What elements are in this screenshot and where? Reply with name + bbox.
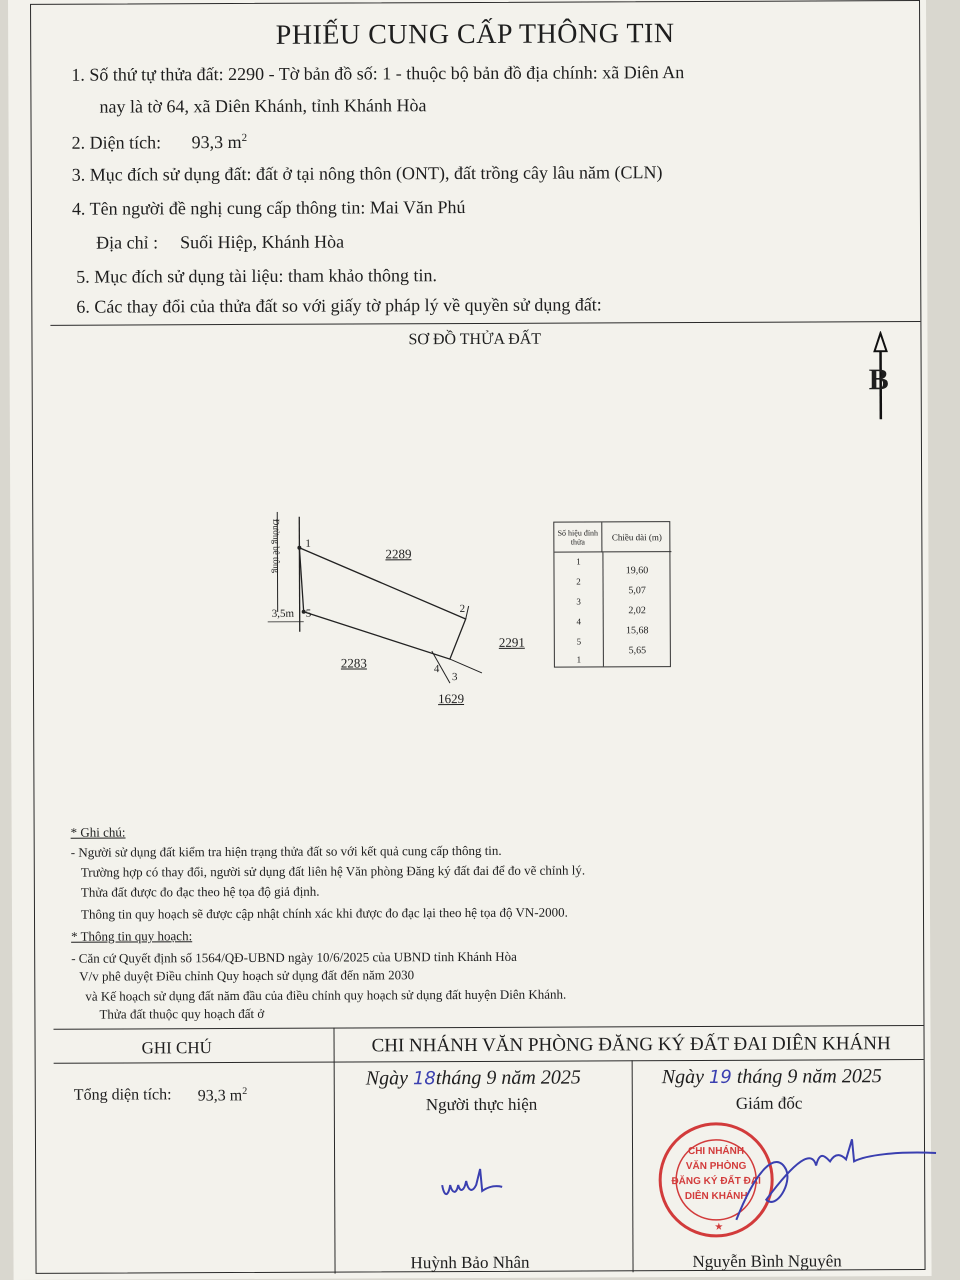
role-left: Người thực hiện	[425, 1094, 538, 1115]
road-label: Đường bê tông	[271, 518, 282, 573]
notes-header: * Ghi chú:	[70, 824, 126, 840]
footer-divider	[632, 1060, 634, 1272]
footer-top-border	[53, 1025, 923, 1030]
table-length: 19,60	[625, 565, 649, 577]
parcel-label-2289: 2289	[385, 546, 412, 562]
planning-line: - Căn cứ Quyết định số 1564/QĐ-UBND ngày 10/6/2025 của UBND tỉnh Khánh Hòa	[71, 948, 517, 966]
north-letter: B	[868, 363, 889, 397]
parcel-sketch	[263, 511, 494, 692]
area-label: 2. Diện tích:	[71, 132, 162, 153]
table-point: 4	[576, 616, 581, 627]
land-use-purpose-line: 3. Mục đích sử dụng đất: đất ở tại nông thôn (ONT), đất trồng cây lâu năm (CLN)	[71, 162, 663, 185]
name-left: Huỳnh Bảo Nhân	[410, 1252, 530, 1273]
svg-text:★: ★	[714, 1221, 724, 1233]
planning-header: * Thông tin quy hoạch:	[71, 928, 193, 944]
table-point: 5	[576, 636, 582, 647]
parcel-sketch-svg	[263, 511, 494, 692]
document-purpose-line: 5. Mục đích sử dụng tài liệu: tham khảo thông tin.	[76, 265, 437, 287]
document-page	[8, 0, 932, 1280]
date-right: Ngày 19 tháng 9 năm 2025	[661, 1065, 882, 1089]
table-length: 15,68	[625, 625, 649, 637]
address-label: Địa chỉ :	[96, 232, 159, 253]
requester-line: 4. Tên người đề nghị cung cấp thông tin: Mai Văn Phú	[71, 197, 466, 219]
section-divider	[50, 321, 920, 326]
date-right-day: 19	[708, 1066, 732, 1088]
parcel-label-1629: 1629	[438, 691, 465, 707]
footer-header-border	[54, 1059, 924, 1064]
date-left: Ngày 18tháng 9 năm 2025	[365, 1066, 581, 1090]
total-area-value: 93,3 $m^2$	[197, 1085, 248, 1105]
note-line: Thông tin quy hoạch sẽ được cập nhật chính xác khi được đo đạc lại theo hệ tọa độ VN-2000.	[80, 904, 568, 922]
edge-length-table	[553, 521, 671, 668]
footer-divider	[333, 1028, 335, 1274]
stamp-text: CHI NHÁNH VĂN PHÒNG ĐĂNG KÝ ĐẤT ĐAI DIÊN KHÁNH	[671, 1145, 761, 1203]
table-point: 3	[576, 596, 581, 607]
name-right: Nguyễn Bình Nguyên	[692, 1251, 842, 1272]
vertex-label-4: 4	[433, 663, 440, 676]
parcel-number-line: 1. Số thứ tự thửa đất: 2290 - Tờ bản đồ số: 1 - thuộc bộ bản đồ địa chính: xã Diên An	[71, 62, 685, 85]
table-header-point: Số hiệu đỉnh thửa	[554, 522, 602, 552]
parcel-location-line: nay là tờ 64, xã Diên Khánh, tỉnh Khánh Hòa	[99, 95, 427, 117]
table-length: 5,07	[628, 585, 646, 597]
table-point: 1	[576, 556, 581, 567]
table-length: 5,65	[628, 645, 647, 657]
role-right: Giám đốc	[735, 1093, 803, 1113]
vertex-label-1: 1	[305, 537, 311, 550]
vertex-label-3: 3	[451, 671, 458, 684]
planning-line: V/v phê duyệt Điều chỉnh Quy hoạch sử dụng đất đến năm 2030	[79, 967, 415, 984]
signature-right	[726, 1129, 947, 1250]
document-frame	[30, 0, 926, 1274]
branch-header: CHI NHÁNH VĂN PHÒNG ĐĂNG KÝ ĐẤT ĐAI DIÊN KHÁNH	[371, 1033, 891, 1057]
table-point: 2	[576, 576, 581, 587]
diagram-title: SƠ ĐỒ THỬA ĐẤT	[408, 330, 542, 349]
table-header-length: Chiều dài (m)	[602, 522, 671, 552]
ghi-chu-header: GHI CHÚ	[141, 1038, 212, 1058]
table-point: 1	[576, 654, 582, 665]
vertex-label-5: 5	[305, 607, 312, 620]
signature-left	[436, 1163, 516, 1203]
planning-line: và Kế hoạch sử dụng đất năm đầu của điều chỉnh quy hoạch sử dụng đất huyện Diên Khánh.	[85, 986, 567, 1004]
planning-line: Thửa đất thuộc quy hoạch đất ở	[99, 1005, 265, 1022]
address-value: Suối Hiệp, Khánh Hòa	[180, 231, 345, 253]
note-line: Thửa đất được đo đạc theo hệ tọa độ giả định.	[80, 883, 320, 900]
changes-line: 6. Các thay đổi của thửa đất so với giấy tờ pháp lý về quyền sử dụng đất:	[76, 294, 602, 317]
table-length: 2,02	[628, 605, 646, 617]
total-area-label: Tổng diện tích:	[73, 1086, 172, 1104]
document-title: PHIẾU CUNG CẤP THÔNG TIN	[275, 18, 675, 51]
date-left-day: 18	[412, 1068, 436, 1090]
parcel-label-2291: 2291	[498, 634, 525, 650]
road-width: 3,5m	[271, 607, 295, 620]
area-value: 93,3 $m^2$	[191, 131, 248, 153]
note-line: - Người sử dụng đất kiểm tra hiện trạng thửa đất so với kết quả cung cấp thông tin.	[70, 842, 502, 860]
note-line: Trường hợp có thay đổi, người sử dụng đất liên hệ Văn phòng Đăng ký đất đai để đo vẽ chỉnh lý.	[80, 862, 586, 880]
vertex-label-2: 2	[459, 603, 466, 616]
parcel-label-2283: 2283	[340, 655, 367, 671]
